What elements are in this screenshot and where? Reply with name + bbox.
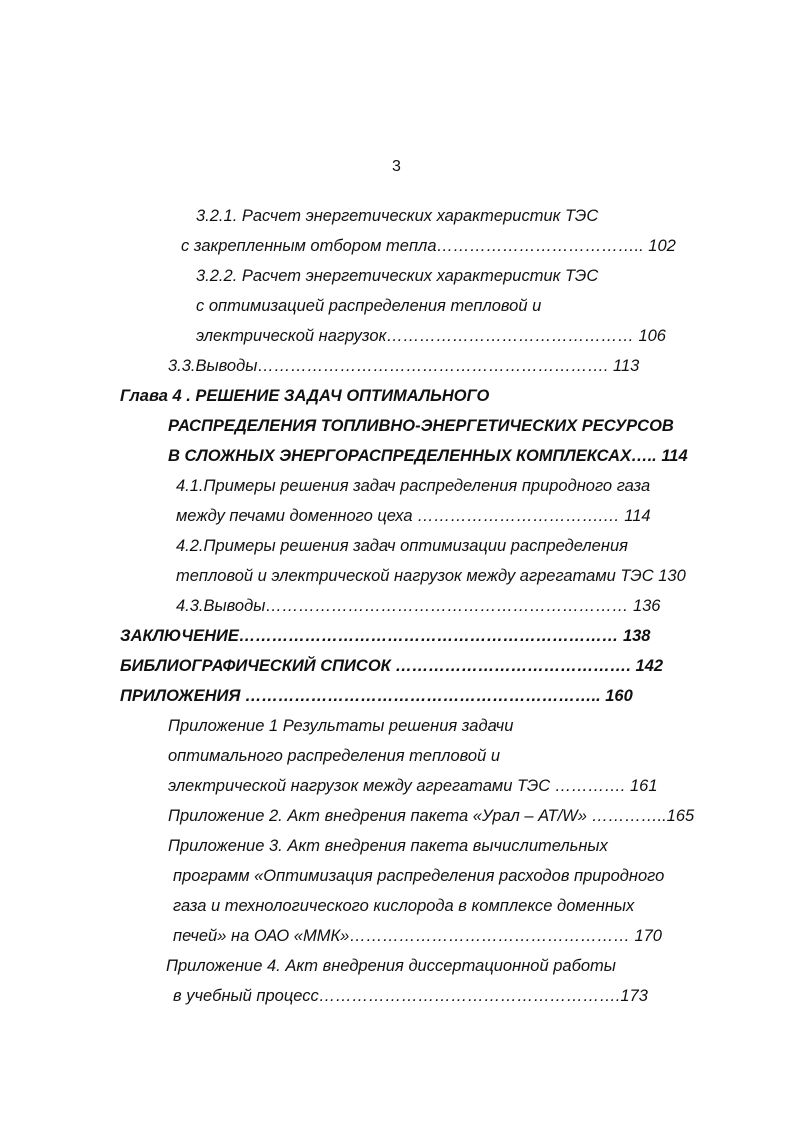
toc-line: электрической нагрузок между агрегатами ТЭС …………. 161	[168, 777, 658, 795]
toc-line: 3.2.2. Расчет энергетических характеристик ТЭС	[196, 267, 599, 285]
toc-line: ЗАКЛЮЧЕНИЕ…………………………………………………………… 138	[120, 627, 651, 645]
toc-line: Приложение 1 Результаты решения задачи	[168, 717, 514, 735]
toc-line: 4.3.Выводы………………………………………………………… 136	[176, 597, 661, 615]
toc-line: между печами доменного цеха …………………………….… 114	[176, 507, 651, 525]
toc-line: 4.2.Примеры решения задач оптимизации распределения	[176, 537, 628, 555]
toc-line: 4.1.Примеры решения задач распределения природного газа	[176, 477, 651, 495]
toc-line: с закрепленным отбором тепла……………………………….. 102	[181, 237, 676, 255]
toc-line: Приложение 2. Акт внедрения пакета «Урал – АТ/W» …………..165	[168, 807, 695, 825]
toc-line: в учебный процесс……………………………………………….173	[173, 987, 648, 1005]
toc-line: газа и технологического кислорода в комплексе доменных	[173, 897, 635, 915]
toc-line: программ «Оптимизация распределения расходов природного	[173, 867, 665, 885]
toc-line: 3.2.1. Расчет энергетических характеристик ТЭС	[196, 207, 599, 225]
toc-line: с оптимизацией распределения тепловой и	[196, 297, 542, 315]
toc-line: электрической нагрузок……………………………………… 106	[196, 327, 666, 345]
toc-line: БИБЛИОГРАФИЧЕСКИЙ СПИСОК ……………………………………. 142	[120, 657, 664, 675]
toc-line: 3.3.Выводы………………………………………………………. 113	[168, 357, 640, 375]
toc-line: оптимального распределения тепловой и	[168, 747, 501, 765]
toc-line: Приложение 3. Акт внедрения пакета вычислительных	[168, 837, 608, 855]
page-number: 3	[392, 158, 401, 175]
toc-line: В СЛОЖНЫХ ЭНЕРГОРАСПРЕДЕЛЕННЫХ КОМПЛЕКСАХ….. 114	[168, 447, 688, 465]
toc-line: Глава 4 . РЕШЕНИЕ ЗАДАЧ ОПТИМАЛЬНОГО	[120, 387, 490, 405]
toc-line: Приложение 4. Акт внедрения диссертационной работы	[166, 957, 616, 975]
toc-line: печей» на ОАО «ММК»…………………………………………… 170	[173, 927, 662, 945]
toc-line: ПРИЛОЖЕНИЯ ……………………………………………………….. 160	[120, 687, 633, 705]
toc-line: РАСПРЕДЕЛЕНИЯ ТОПЛИВНО-ЭНЕРГЕТИЧЕСКИХ РЕСУРСОВ	[168, 417, 674, 435]
toc-line: тепловой и электрической нагрузок между агрегатами ТЭС 130	[176, 567, 686, 585]
